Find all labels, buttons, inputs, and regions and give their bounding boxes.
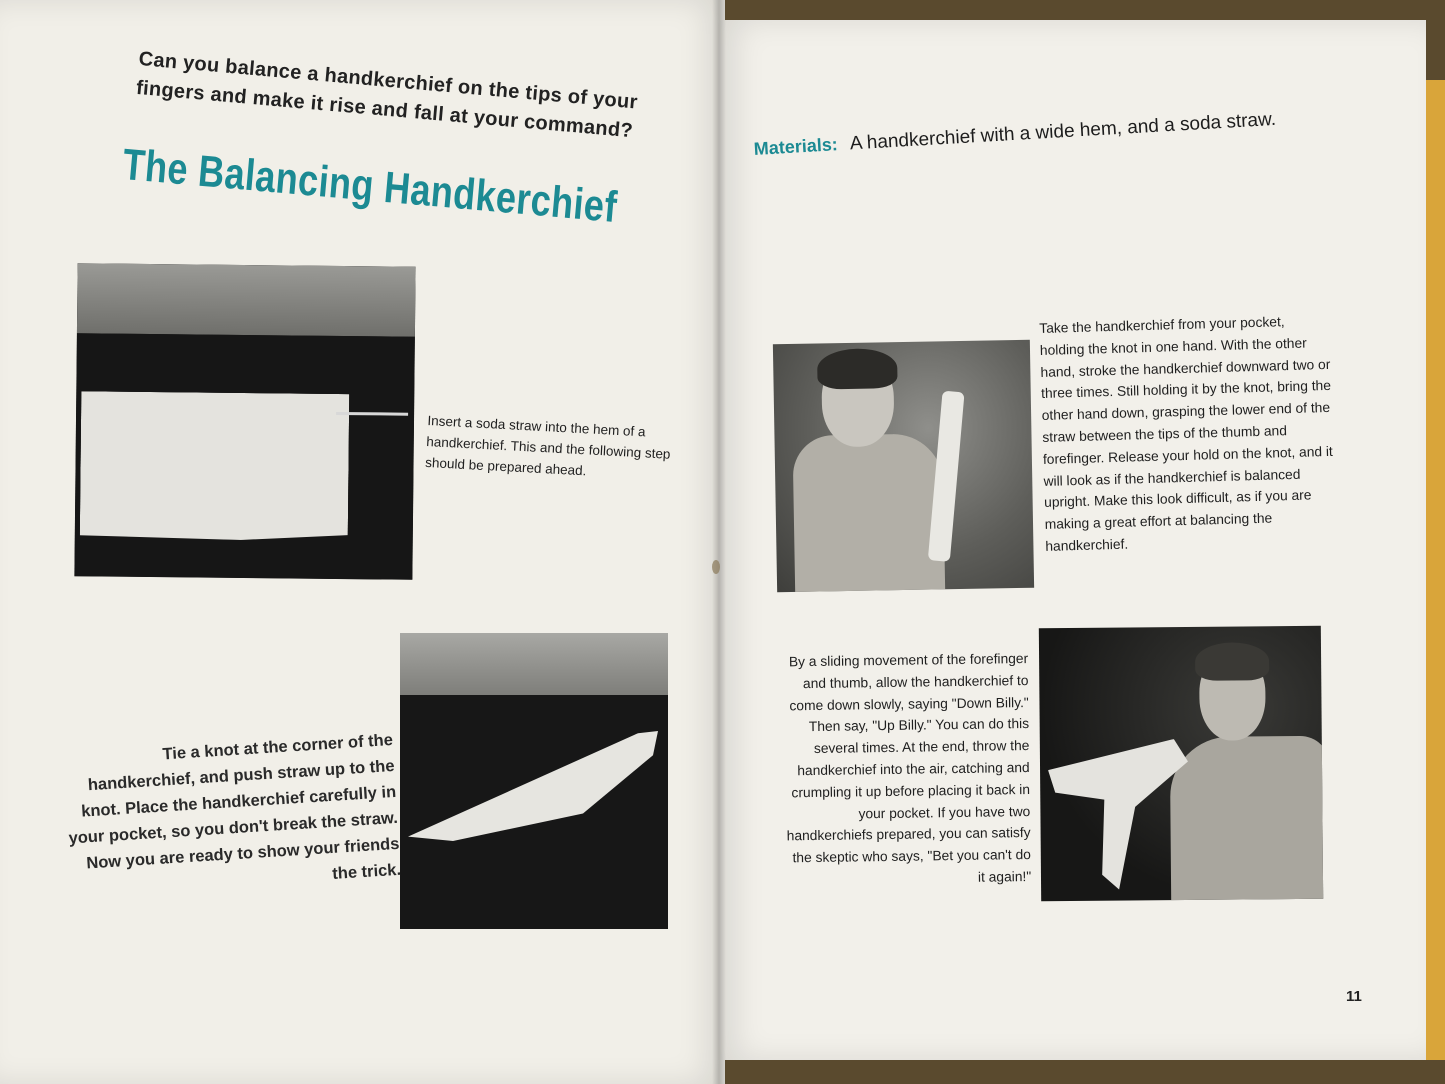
paper-stain — [712, 560, 720, 574]
page-title: The Balancing Handkerchief — [120, 140, 619, 233]
page-number: 11 — [1346, 988, 1362, 1005]
book-gutter — [712, 0, 726, 1084]
photo-boy-balancing — [773, 340, 1034, 592]
caption-step-4: By a sliding movement of the forefinger and thumb, allow the handkerchief to come down slowly, saying "Down Billy." Then say, "Up Billy." You can do this several times. At the end, throw the handkerchief into the air, catching and crumpling it up before placing it back in your pocket. If you have two handkerchiefs prepared, you can satisfy the skeptic who says, "Bet you can't do it again!" — [786, 650, 1032, 885]
photo-straw-in-hem — [74, 263, 415, 580]
materials-label: Materials: — [753, 134, 839, 159]
handkerchief-drooping — [1048, 739, 1189, 890]
caption-step-2: Tie a knot at the corner of the handkerchief, and push straw up to the knot. Place the handkerchief carefully in your pocket, so you don't break the straw. Now you are ready to show your friends the trick. — [68, 730, 402, 884]
photo-knotted-handkerchief — [400, 633, 668, 929]
intro-question: Can you balance a handkerchief on the tips of your fingers and make it rise and fall at your command? — [135, 47, 639, 143]
materials-text: A handkerchief with a wide hem, and a soda straw. — [849, 108, 1277, 155]
photo-boy-lowering — [1039, 626, 1323, 901]
handkerchief-flat — [80, 391, 350, 544]
caption-step-1: Insert a soda straw into the hem of a handkerchief. This and the following step should be prepared ahead. — [424, 412, 671, 479]
caption-step-3: Take the handkerchief from your pocket, holding the knot in one hand. With the other hand, stroke the handkerchief downward two or three times. Still holding it by the knot, bring the other hand down, grasping the lower end of the straw between the tips of the thumb and forefinger. Release your hold on the knot, and it will look as if the handkerchief is balanced upright. Make this look difficult, as if you are making a great effort at balancing the handkerchief. — [1039, 314, 1333, 554]
